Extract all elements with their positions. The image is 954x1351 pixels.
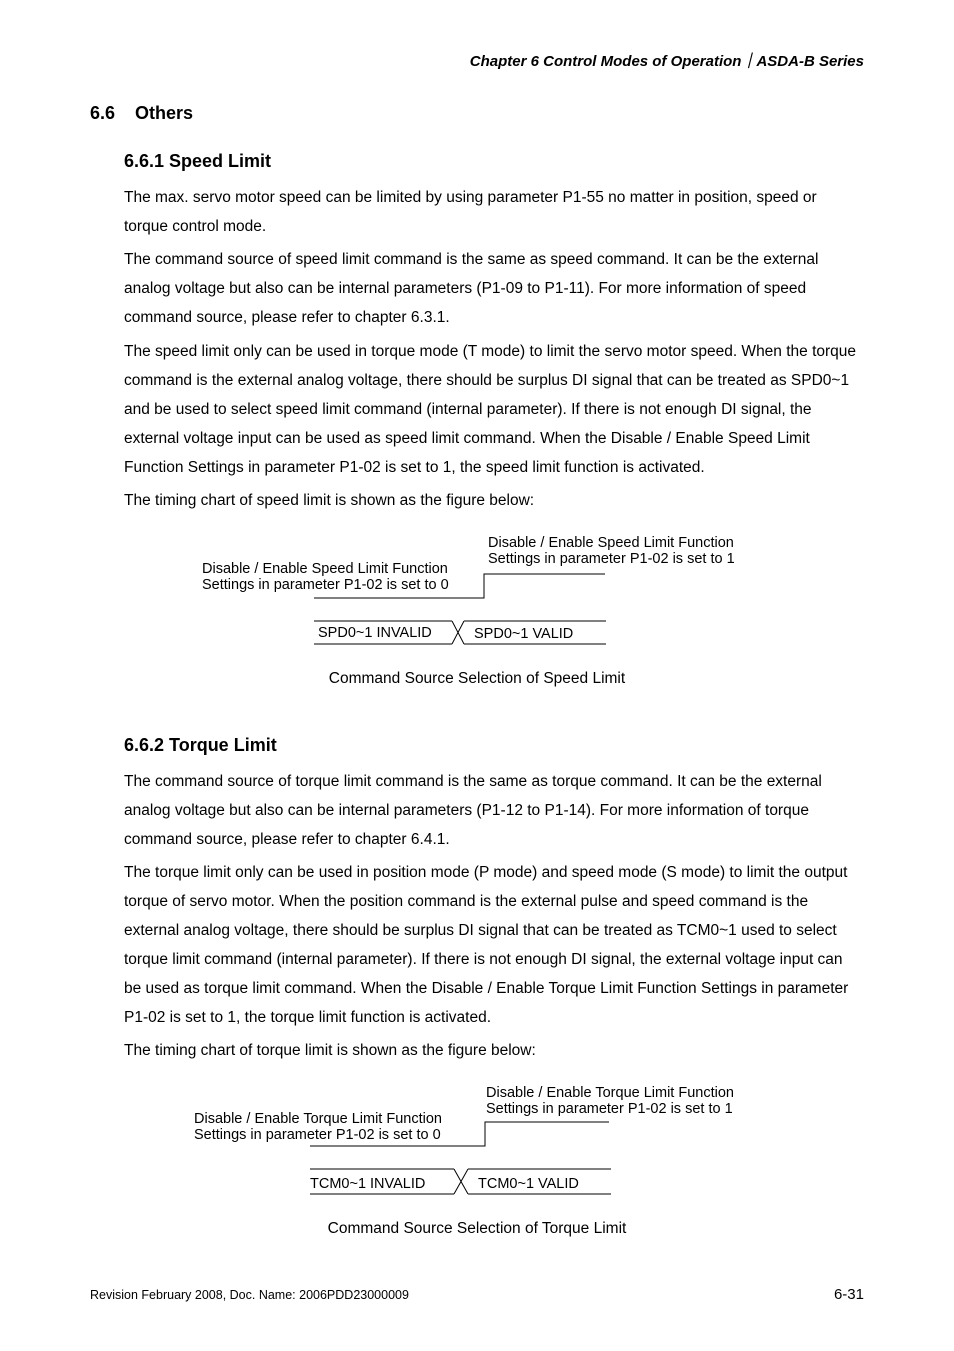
- tcm-valid-label: TCM0~1 VALID: [478, 1176, 579, 1192]
- torque-limit-paragraph-2: The torque limit only can be used in position mode (P mode) and speed mode (S mode) to limit the output torque of servo motor. When the position command is the external pulse and speed command is the external analog voltage, there should be surplus DI signal that can be treated as TCM0~1 used to select torque limit command (internal parameter). If there is not enough DI signal, the external voltage input can be used as torque limit command. When the Disable / Enable Torque Limit Function Settings in parameter P1-02 is set to 1, the torque limit function is activated.: [124, 864, 849, 1026]
- speed-low-label-line1: Disable / Enable Speed Limit Function: [202, 561, 448, 577]
- torque-limit-paragraph-1: The command source of torque limit command is the same as torque command. It can be the external analog voltage but also can be internal parameters (P1-12 to P1-14). For more information of torque command source, please refer to chapter 6.4.1.: [124, 773, 822, 848]
- torque-limit-heading: 6.6.2 Torque Limit: [124, 735, 277, 755]
- spd-invalid-label: SPD0~1 INVALID: [318, 625, 432, 641]
- running-header: Chapter 6 Control Modes of Operation｜ASDA-B Series: [469, 53, 864, 70]
- torque-limit-paragraph-3: The timing chart of torque limit is shown as the figure below:: [124, 1042, 536, 1059]
- speed-limit-timing-diagram: [0, 525, 954, 660]
- speed-limit-paragraph-1: The max. servo motor speed can be limited by using parameter P1-55 no matter in position, speed or torque control mode.: [124, 189, 817, 235]
- speed-limit-paragraph-3: The speed limit only can be used in torque mode (T mode) to limit the servo motor speed. When the torque command is the external analog voltage, there should be surplus DI signal that can be treated as SPD0~1 and be used to select speed limit command (internal parameter). If there is not enough DI signal, the external voltage input can be used as speed limit command. When the Disable / Enable Speed Limit Function Settings in parameter P1-02 is set to 1, the speed limit function is activated.: [124, 343, 857, 476]
- spd-valid-label: SPD0~1 VALID: [474, 626, 574, 642]
- speed-high-label-line1: Disable / Enable Speed Limit Function: [488, 535, 734, 551]
- speed-limit-heading: 6.6.1 Speed Limit: [124, 151, 272, 171]
- torque-limit-timing-diagram: [0, 1075, 954, 1210]
- torque-low-label-line2: Settings in parameter P1-02 is set to 0: [194, 1127, 441, 1143]
- torque-limit-caption: Command Source Selection of Torque Limit: [327, 1220, 627, 1237]
- tcm-invalid-label: TCM0~1 INVALID: [310, 1176, 426, 1192]
- section-heading: 6.6 Others: [90, 103, 194, 123]
- speed-limit-paragraph-4: The timing chart of speed limit is shown as the figure below:: [124, 492, 535, 509]
- speed-limit-caption: Command Source Selection of Speed Limit: [328, 670, 626, 687]
- torque-low-label-line1: Disable / Enable Torque Limit Function: [194, 1111, 442, 1127]
- speed-limit-paragraph-2: The command source of speed limit command is the same as speed command. It can be the external analog voltage but also can be internal parameters (P1-09 to P1-11). For more information of speed command source, please refer to chapter 6.3.1.: [124, 251, 819, 326]
- footer-page-number: 6-31: [833, 1286, 864, 1303]
- speed-low-label-line2: Settings in parameter P1-02 is set to 0: [202, 577, 449, 593]
- torque-high-label-line2: Settings in parameter P1-02 is set to 1: [486, 1101, 733, 1117]
- footer-revision: Revision February 2008, Doc. Name: 2006PDD23000009: [90, 1288, 409, 1302]
- speed-high-label-line2: Settings in parameter P1-02 is set to 1: [488, 551, 735, 567]
- torque-high-label-line1: Disable / Enable Torque Limit Function: [486, 1085, 734, 1101]
